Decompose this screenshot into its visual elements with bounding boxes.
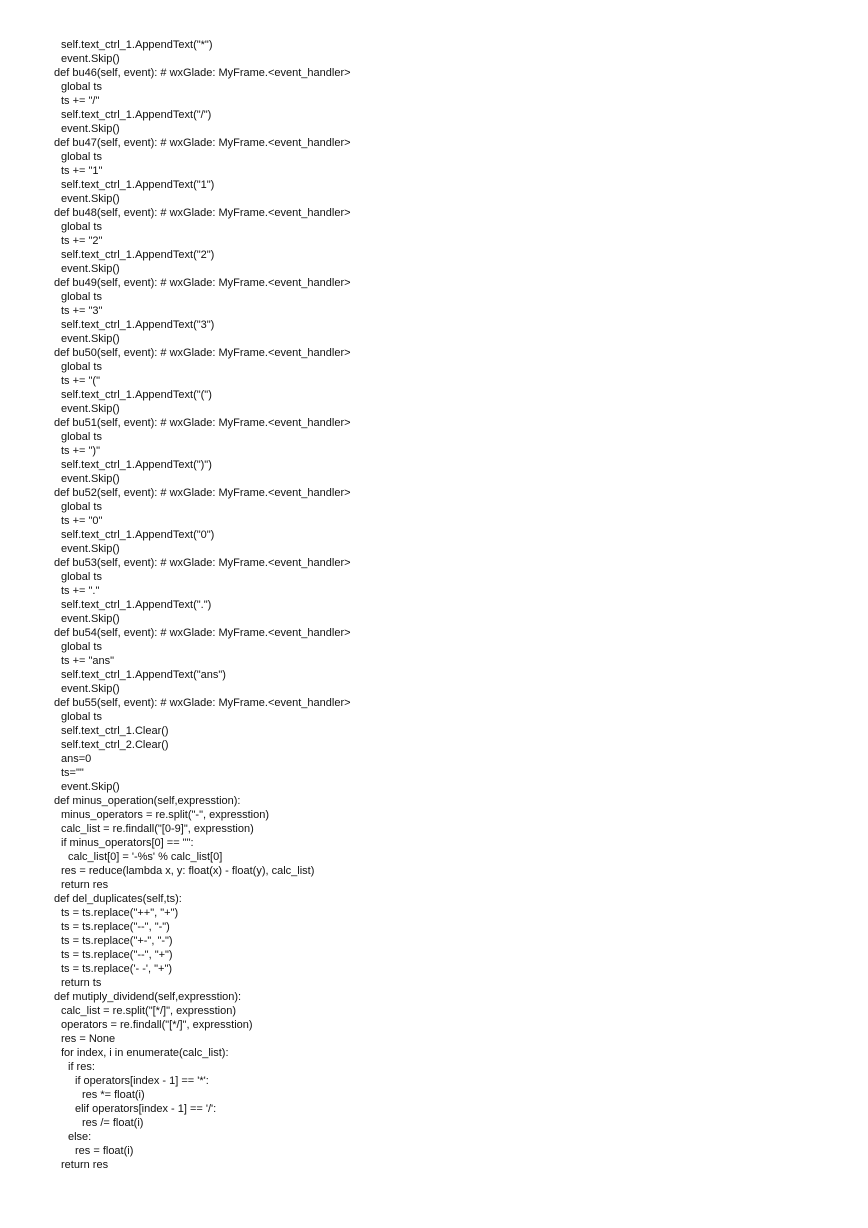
code-line: global ts	[61, 221, 102, 233]
code-line: ts += "."	[61, 585, 100, 597]
code-line: ts = ts.replace('- -', "+")	[61, 963, 173, 975]
code-line: res *= float(i)	[82, 1089, 145, 1101]
code-line: ts += "0"	[61, 515, 103, 527]
code-line: res = None	[61, 1033, 116, 1045]
code-line: event.Skip()	[61, 53, 120, 65]
code-line: event.Skip()	[61, 403, 120, 415]
code-line: ts += "3"	[61, 305, 103, 317]
code-line-def: def bu52(self, event): # wxGlade: MyFrame.<event_handler>	[54, 487, 351, 499]
code-line: self.text_ctrl_1.AppendText("0")	[61, 529, 215, 541]
code-line: global ts	[61, 711, 102, 723]
code-line-def: def bu51(self, event): # wxGlade: MyFrame.<event_handler>	[54, 417, 351, 429]
code-line: self.text_ctrl_1.AppendText("1")	[61, 179, 215, 191]
code-line-def: def bu47(self, event): # wxGlade: MyFrame.<event_handler>	[54, 137, 351, 149]
code-line: global ts	[61, 291, 102, 303]
code-line: event.Skip()	[61, 543, 120, 555]
code-line: res = float(i)	[75, 1145, 134, 1157]
code-line: global ts	[61, 431, 102, 443]
code-line: ts = ts.replace("++", "+")	[61, 907, 179, 919]
code-line-def: def bu48(self, event): # wxGlade: MyFrame.<event_handler>	[54, 207, 351, 219]
code-line: event.Skip()	[61, 333, 120, 345]
code-line: event.Skip()	[61, 473, 120, 485]
code-line: ts = ts.replace("+-", "-")	[61, 935, 173, 947]
code-line: calc_list[0] = '-%s' % calc_list[0]	[68, 851, 223, 863]
code-line: event.Skip()	[61, 123, 120, 135]
code-line: calc_list = re.findall("[0-9]", expresstion)	[61, 823, 254, 835]
code-line: if operators[index - 1] == '*':	[75, 1075, 209, 1087]
code-line: res /= float(i)	[82, 1117, 144, 1129]
code-line-def: def mutiply_dividend(self,expresstion):	[54, 991, 242, 1003]
code-line: ts += ")"	[61, 445, 100, 457]
code-line-def: def bu53(self, event): # wxGlade: MyFrame.<event_handler>	[54, 557, 351, 569]
code-line: event.Skip()	[61, 781, 120, 793]
code-line: res = reduce(lambda x, y: float(x) - float(y), calc_list)	[61, 865, 315, 877]
code-line: calc_list = re.split("[*/]", expresstion)	[61, 1005, 237, 1017]
code-line: event.Skip()	[61, 613, 120, 625]
code-line: self.text_ctrl_1.AppendText("3")	[61, 319, 215, 331]
code-line: ts = ts.replace("--", "+")	[61, 949, 173, 961]
code-line: ts += "2"	[61, 235, 103, 247]
code-line: self.text_ctrl_1.AppendText(")")	[61, 459, 212, 471]
code-line: ts += "("	[61, 375, 100, 387]
code-line: ts=""	[61, 767, 84, 779]
code-line: return ts	[61, 977, 102, 989]
code-line-def: def bu50(self, event): # wxGlade: MyFrame.<event_handler>	[54, 347, 351, 359]
code-line: ts += "ans"	[61, 655, 115, 667]
code-line-def: def del_duplicates(self,ts):	[54, 893, 182, 905]
code-line-def: def bu46(self, event): # wxGlade: MyFrame.<event_handler>	[54, 67, 351, 79]
code-line: ts += "1"	[61, 165, 103, 177]
code-line: self.text_ctrl_1.AppendText("2")	[61, 249, 215, 261]
code-line-def: def bu49(self, event): # wxGlade: MyFrame.<event_handler>	[54, 277, 351, 289]
code-line: event.Skip()	[61, 263, 120, 275]
code-line-def: def minus_operation(self,expresstion):	[54, 795, 241, 807]
code-line: global ts	[61, 151, 102, 163]
code-line: elif operators[index - 1] == '/':	[75, 1103, 217, 1115]
code-line: ans=0	[61, 753, 92, 765]
code-line: self.text_ctrl_1.AppendText("/")	[61, 109, 212, 121]
code-line: global ts	[61, 361, 102, 373]
code-line: self.text_ctrl_2.Clear()	[61, 739, 169, 751]
code-line: return res	[61, 879, 109, 891]
code-line: self.text_ctrl_1.AppendText("*")	[61, 39, 213, 51]
code-line: global ts	[61, 81, 102, 93]
code-line: minus_operators = re.split("-", expresstion)	[61, 809, 270, 821]
code-line: event.Skip()	[61, 683, 120, 695]
code-line: ts += "/"	[61, 95, 100, 107]
code-line: return res	[61, 1159, 109, 1171]
code-line: global ts	[61, 501, 102, 513]
code-line-def: def bu54(self, event): # wxGlade: MyFrame.<event_handler>	[54, 627, 351, 639]
code-line-def: def bu55(self, event): # wxGlade: MyFrame.<event_handler>	[54, 697, 351, 709]
code-line: else:	[68, 1131, 92, 1143]
code-line: if minus_operators[0] == "":	[61, 837, 194, 849]
code-line: for index, i in enumerate(calc_list):	[61, 1047, 229, 1059]
code-line: event.Skip()	[61, 193, 120, 205]
code-line: self.text_ctrl_1.AppendText("(")	[61, 389, 212, 401]
code-line: global ts	[61, 641, 102, 653]
code-line: if res:	[68, 1061, 95, 1073]
code-line: operators = re.findall("[*/]", expresstion)	[61, 1019, 253, 1031]
code-listing	[54, 38, 834, 1172]
code-line: global ts	[61, 571, 102, 583]
code-line: self.text_ctrl_1.AppendText(".")	[61, 599, 212, 611]
code-line: self.text_ctrl_1.AppendText("ans")	[61, 669, 226, 681]
code-line: ts = ts.replace("--", "-")	[61, 921, 170, 933]
code-line: self.text_ctrl_1.Clear()	[61, 725, 169, 737]
